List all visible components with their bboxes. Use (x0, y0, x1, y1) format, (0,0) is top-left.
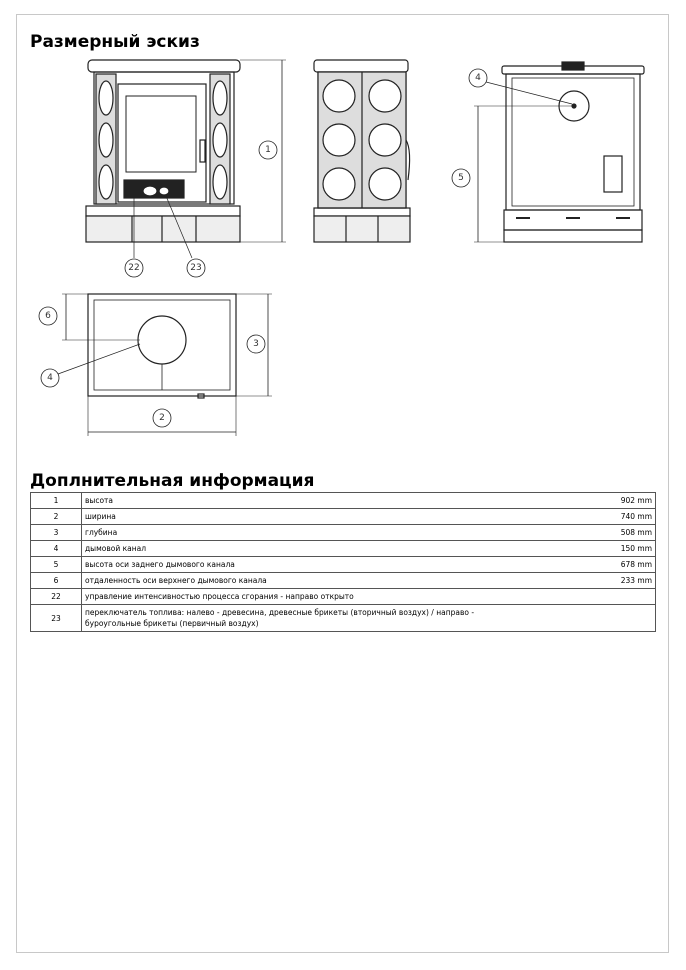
row-description: высота оси заднего дымового канала (82, 557, 590, 573)
row-value: 678 mm (589, 557, 656, 573)
callout-6: 6 (45, 311, 51, 321)
table-row (31, 605, 656, 632)
sketch-heading: Размерный эскиз (30, 32, 200, 52)
row-number: 3 (31, 525, 82, 541)
callout-1: 1 (265, 145, 271, 155)
row-number: 23 (31, 605, 82, 632)
row-value: 508 mm (589, 525, 656, 541)
row-number: 22 (31, 589, 82, 605)
row-value: 150 mm (589, 541, 656, 557)
row-description: переключатель топлива: налево - древесина, древесные брикеты (вторичный воздух) / направо - буроугольные брикеты (первичный воздух) (82, 605, 590, 632)
callout-5: 5 (458, 173, 464, 183)
row-value (589, 589, 656, 605)
row-value: 233 mm (589, 573, 656, 589)
table-row (31, 493, 656, 509)
row-description: управление интенсивностью процесса сгорания - направо открыто (82, 589, 590, 605)
table-row (31, 509, 656, 525)
callout-23: 23 (190, 263, 202, 273)
row-description: высота (82, 493, 590, 509)
row-number: 2 (31, 509, 82, 525)
top-view-drawing (39, 294, 272, 436)
row-description: глубина (82, 525, 590, 541)
callout-4-top: 4 (47, 373, 53, 383)
back-view-drawing (452, 62, 644, 242)
row-number: 4 (31, 541, 82, 557)
table-row (31, 541, 656, 557)
row-value: 740 mm (589, 509, 656, 525)
side-view-drawing (314, 60, 410, 242)
front-view-drawing (86, 60, 286, 277)
row-number: 5 (31, 557, 82, 573)
row-number: 6 (31, 573, 82, 589)
callout-4-back: 4 (475, 73, 481, 83)
table-row (31, 589, 656, 605)
callout-3: 3 (253, 339, 259, 349)
info-table (30, 492, 656, 632)
row-value (589, 605, 656, 632)
table-row (31, 573, 656, 589)
info-heading: Доплнительная информация (30, 471, 315, 491)
row-description: ширина (82, 509, 590, 525)
row-number: 1 (31, 493, 82, 509)
row-description: дымовой канал (82, 541, 590, 557)
table-row (31, 557, 656, 573)
table-row (31, 525, 656, 541)
row-description: отдаленность оси верхнего дымового канала (82, 573, 590, 589)
callout-22: 22 (128, 263, 140, 273)
callout-2: 2 (159, 413, 165, 423)
dimension-drawings (0, 0, 686, 470)
row-value: 902 mm (589, 493, 656, 509)
